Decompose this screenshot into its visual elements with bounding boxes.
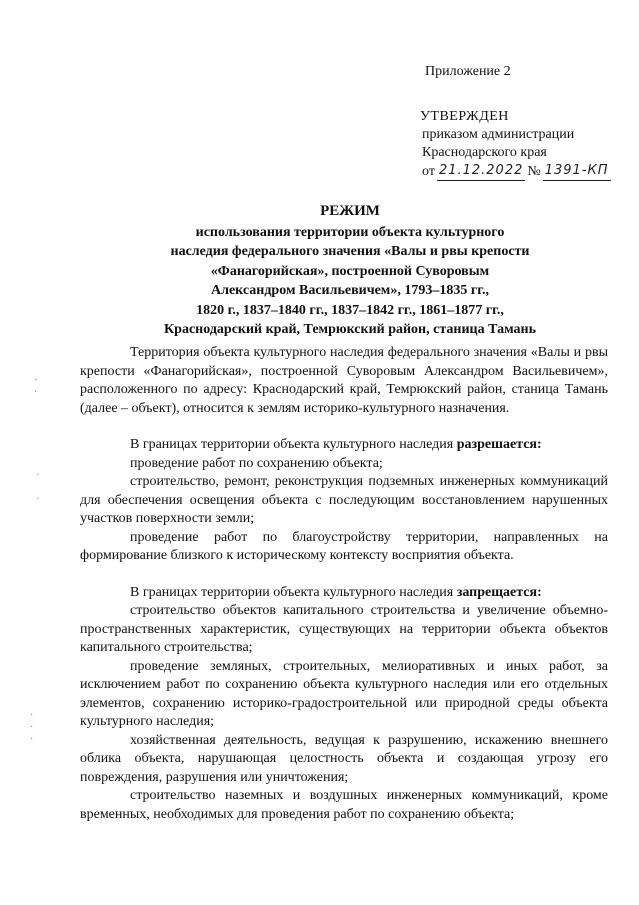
title-line-5: 1820 г., 1837–1840 гг., 1837–1842 гг., 1861–1877 гг.,: [196, 302, 504, 318]
order-prefix: от: [422, 164, 435, 179]
forbidden-item: строительство наземных и воздушных инженерных коммуникаций, кроме временных, необходимых для проведения работ по сохранению объекта;: [80, 788, 608, 822]
forbidden-heading-text: В границах территории объекта культурного наследия: [130, 584, 457, 600]
title-line-4: Александром Васильевичем», 1793–1835 гг.,: [211, 283, 489, 298]
allowed-heading-bold: разрешается:: [456, 437, 542, 452]
order-date: 21.12.2022: [437, 162, 525, 181]
scan-speck: · · ·: [30, 710, 34, 745]
title-main: РЕЖИМ: [320, 203, 380, 219]
forbidden-item: хозяйственная деятельность, ведущая к разрушению, искажению внешнего облика объекта, нарушающая целостность объекта и создающая угрозу его повреждения, разрушения или уничтожения;: [80, 732, 608, 785]
approved-line-1: приказом администрации: [422, 127, 575, 142]
title-line-3: «Фанагорийская», построенной Суворовым: [210, 263, 490, 279]
order-line: [420, 162, 611, 181]
allowed-heading: [80, 436, 608, 455]
forbidden-item: строительство объектов капитального строительства и увеличение объемно-пространственных характеристик, существующих на территории объекта объектов капитального строительства;: [80, 603, 608, 655]
approval-block: [420, 108, 611, 181]
forbidden-item: проведение земляных, строительных, мелиоративных и иных работ, за исключением работ по сохранению объекта культурного наследия или его отдельных элементов, сохранению историко-градостроительной или природной среды объекта культурного наследия;: [80, 658, 608, 729]
approved-title: УТВЕРЖДЕН: [420, 109, 509, 124]
forbidden-heading-bold: запрещается:: [456, 584, 542, 600]
title-line-1: использования территории объекта культурного: [195, 224, 505, 240]
intro-paragraph: Территория объекта культурного наследия федерального значения «Валы и рвы крепости «Фанагорийская», построенной Суворовым Александром Васильевичем», расположенного по адресу: Краснодарский край, Темрюкский район, станица Тамань (далее – объект), относится к землям историко-культурного назначения.: [80, 345, 608, 416]
allowed-item: строительство, ремонт, реконструкция подземных инженерных коммуникаций для обеспечения освещения объекта с последующим восстановлением нарушенных участков поверхности земли;: [80, 474, 608, 526]
title-line-2: наследия федерального значения «Валы и рвы крепости: [170, 244, 530, 259]
allowed-item: проведение работ по благоустройству территории, направленных на формирование близкого к историческому контексту восприятия объекта.: [80, 529, 608, 563]
allowed-item: проведение работ по сохранению объекта;: [130, 455, 383, 471]
title-line-6: Краснодарский край, Темрюкский район, станица Тамань: [164, 322, 536, 337]
document-title: [80, 202, 620, 340]
document-body: [80, 344, 608, 824]
forbidden-heading: [80, 584, 608, 603]
allowed-heading-text: В границах территории объекта культурного наследия: [130, 437, 457, 452]
order-number: 1391-КП: [543, 162, 611, 181]
appendix-label: Приложение 2: [425, 64, 511, 79]
scan-speck: · ·: [36, 470, 40, 505]
order-no-label: №: [527, 164, 541, 179]
scan-speck: · ·: [34, 375, 38, 398]
approved-line-2: Краснодарского края: [422, 145, 547, 160]
